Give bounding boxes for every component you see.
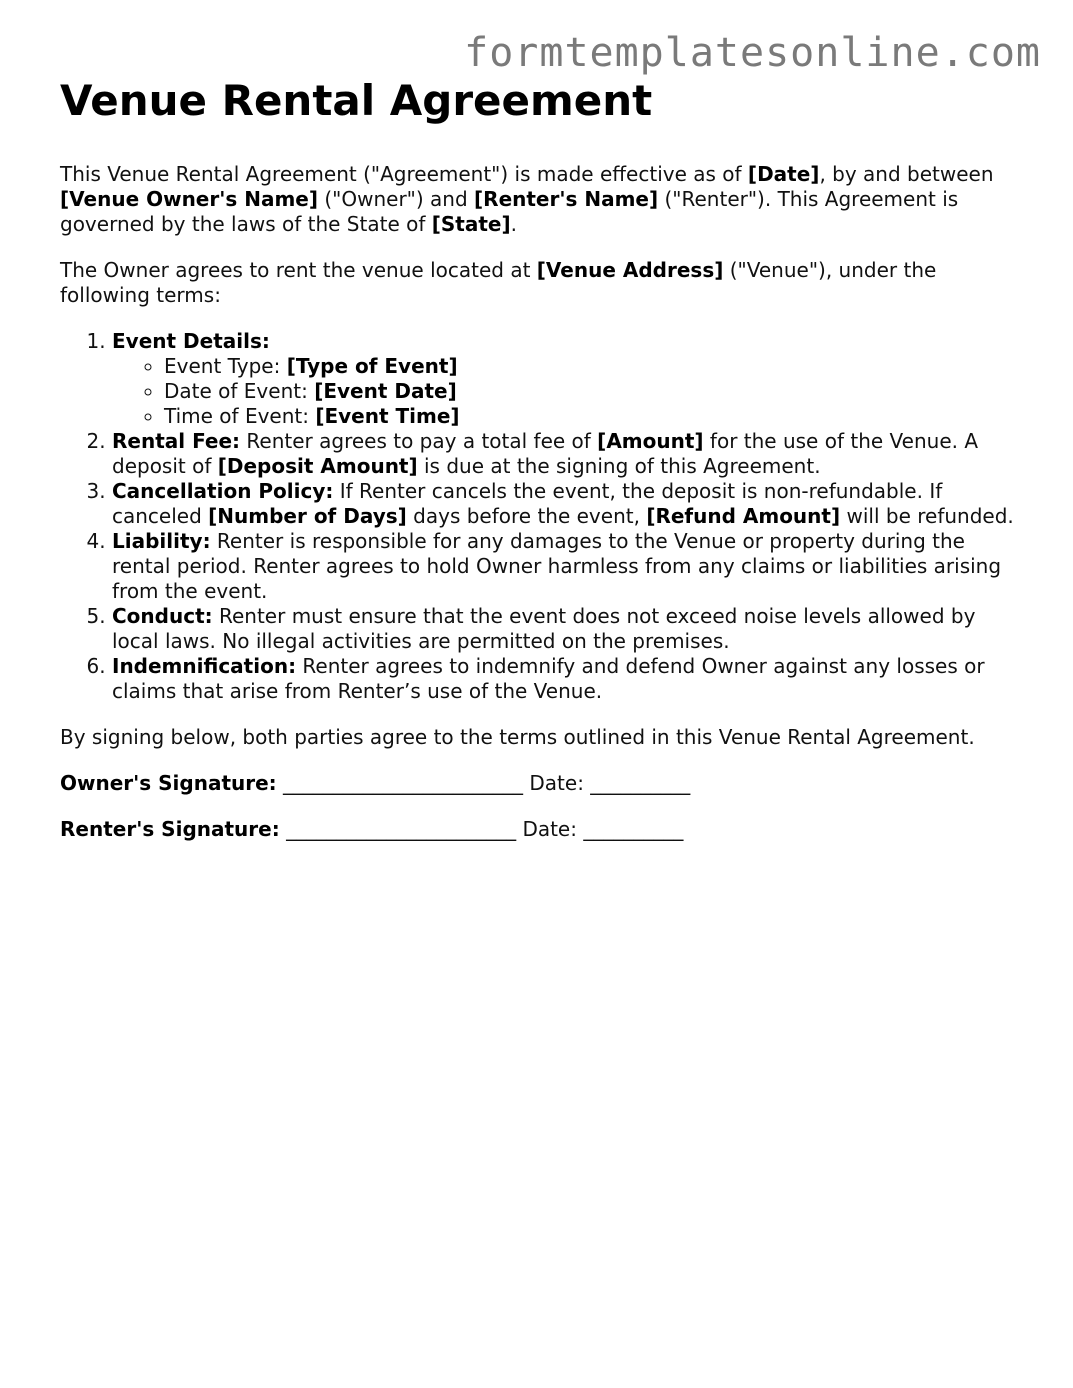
date-placeholder: [Date] [747,162,820,186]
venue-text: ("Venue"), under the following terms: [60,258,937,307]
term-indemnification [112,654,1025,704]
renter-date-label: Date: [522,817,584,841]
intro-paragraph [60,162,1025,237]
event-type-placeholder: [Type of Event] [286,354,458,378]
term-rental-fee [112,429,1025,479]
event-time-item [164,404,1025,429]
document-title: Venue Rental Agreement [60,76,653,125]
renter-signature-field[interactable]: _______________________ [279,817,523,841]
owner-signature-field[interactable]: ________________________ [276,771,530,795]
term-text: Renter agrees to indemnify and defend Owner against any losses or claims that arise from Renter’s use of the Venue. [112,654,985,703]
terms-list [60,329,1025,704]
owner-date-field[interactable]: __________ [590,771,691,795]
renter-signature-label: Renter's Signature: [60,817,280,841]
venue-text: The Owner agrees to rent the venue located at [60,258,537,282]
term-text: is due at the signing of this Agreement. [417,454,821,478]
term-text: If Renter cancels the event, the deposit is non-refundable. If canceled [112,479,943,528]
days-placeholder: [Number of Days] [208,504,407,528]
term-text: Renter is responsible for any damages to the Venue or property during the rental period. Renter agrees to hold Owner harmless from any claims or liabilities arising from the event. [112,529,1002,603]
owner-date-label: Date: [529,771,591,795]
closing-paragraph: By signing below, both parties agree to the terms outlined in this Venue Rental Agreement. [60,725,975,749]
term-cancellation [112,479,1025,529]
event-type-label: Event Type: [164,354,287,378]
term-text: Renter agrees to pay a total fee of [240,429,598,453]
owner-name-placeholder: [Venue Owner's Name] [60,187,319,211]
event-time-placeholder: [Event Time] [315,404,460,428]
term-label: Indemnification: [112,654,297,678]
amount-placeholder: [Amount] [597,429,704,453]
event-type-item [164,354,1025,379]
intro-text: . [510,212,517,236]
event-details-list [112,354,1025,429]
term-label: Liability: [112,529,211,553]
term-label: Event Details: [112,329,270,353]
term-label: Conduct: [112,604,213,628]
term-label: Rental Fee: [112,429,241,453]
refund-placeholder: [Refund Amount] [646,504,841,528]
intro-text: ("Renter"). This Agreement is governed by the laws of the State of [60,187,959,236]
intro-text: ("Owner") and [318,187,475,211]
venue-address-placeholder: [Venue Address] [536,258,724,282]
venue-paragraph [60,258,1025,308]
state-placeholder: [State] [431,212,511,236]
watermark: formtemplatesonline.com [464,30,1041,76]
event-time-label: Time of Event: [164,404,316,428]
term-liability [112,529,1025,604]
deposit-placeholder: [Deposit Amount] [217,454,418,478]
renter-signature-row [60,817,1025,842]
renter-date-field[interactable]: __________ [583,817,684,841]
term-conduct [112,604,1025,654]
event-date-label: Date of Event: [164,379,315,403]
document-page [60,74,1025,863]
term-event-details [112,329,1025,429]
term-label: Cancellation Policy: [112,479,334,503]
intro-text: This Venue Rental Agreement ("Agreement") is made effective as of [60,162,748,186]
event-date-placeholder: [Event Date] [314,379,457,403]
event-date-item [164,379,1025,404]
owner-signature-label: Owner's Signature: [60,771,277,795]
term-text: days before the event, [406,504,647,528]
term-text: for the use of the Venue. A deposit of [112,429,979,478]
term-text: Renter must ensure that the event does not exceed noise levels allowed by local laws. No illegal activities are permitted on the premises. [112,604,976,653]
renter-name-placeholder: [Renter's Name] [474,187,659,211]
intro-text: , by and between [819,162,994,186]
owner-signature-row [60,771,1025,796]
term-text: will be refunded. [840,504,1014,528]
